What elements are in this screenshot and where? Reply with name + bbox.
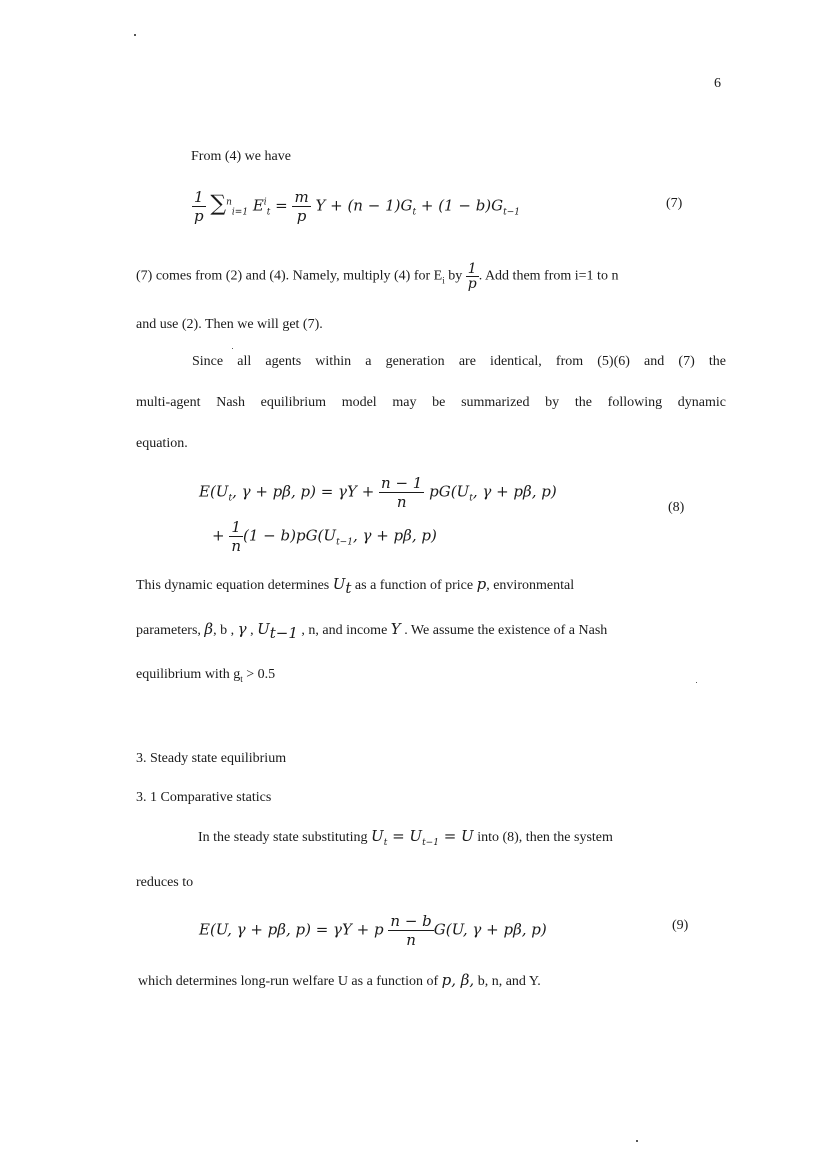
eq9-frac-num: n − b xyxy=(390,912,432,930)
para3-line-1 xyxy=(136,577,726,596)
para3-line2-b: , b , xyxy=(213,623,238,638)
para4-math-end: = U xyxy=(438,827,474,845)
para4-math-sub2: t−1 xyxy=(422,838,439,848)
eq7-sum-term-sub: t xyxy=(266,207,271,218)
para3-Ut1: U xyxy=(257,620,270,638)
explain-line-1 xyxy=(136,262,618,291)
equation-9-number: (9) xyxy=(672,918,689,933)
final-a: which determines long-run welfare U as a function of xyxy=(138,974,442,989)
eq7-rhs-rest: Y + (n − 1)G xyxy=(315,196,413,215)
eq9-rhs: G(U, γ + pβ, p) xyxy=(433,920,547,939)
para3-a: This dynamic equation determines xyxy=(136,578,333,593)
scan-speck xyxy=(134,34,136,36)
eq7-rhs-rest-sub: t xyxy=(412,207,417,218)
eq9-lhs: E(U, γ + pβ, p) = γY + p xyxy=(199,920,384,939)
para3-line3-b: > 0.5 xyxy=(242,667,276,682)
eq8-frac-num: n − 1 xyxy=(381,474,423,492)
equation-9 xyxy=(199,912,547,949)
eq8-line2-rest: (1 − b)pG(U xyxy=(243,526,337,545)
para4-a: In the steady state substituting xyxy=(198,830,372,845)
equation-8-line-1 xyxy=(199,474,557,511)
eq7-sum-term: E xyxy=(252,196,264,215)
equation-7-number: (7) xyxy=(666,196,683,211)
final-line xyxy=(138,973,541,989)
final-math: p, β, xyxy=(441,971,475,989)
eq8-lhs-rest: , γ + pβ, p) = γY + xyxy=(232,482,380,501)
para3-line2-d: , n, and income xyxy=(297,623,391,638)
eq8-lhs: E(U xyxy=(199,482,229,501)
eq7-rhs-tail-sub: t−1 xyxy=(503,207,521,218)
eq8-line2-frac-num: 1 xyxy=(229,518,243,537)
eq8-line2-pre: + xyxy=(212,526,230,545)
para2-line-2: multi-agent Nash equilibrium model may be summarized by the following dynamic xyxy=(136,395,726,410)
eq8-rhs-rest: , γ + pβ, p) xyxy=(472,482,557,501)
eq7-rhs-fraction xyxy=(292,188,310,225)
eq8-rhs-sub: t xyxy=(469,493,473,504)
eq7-sum-term-sup: i xyxy=(263,197,267,208)
para3-beta: β xyxy=(204,620,214,638)
explain-frac-den: p xyxy=(467,276,477,292)
eq7-lhs-num: 1 xyxy=(192,188,206,207)
eq8-lhs-sub: t xyxy=(228,493,233,504)
explain-line-1-sub: i xyxy=(442,275,445,286)
eq8-frac-den: n xyxy=(396,493,407,511)
section-heading: 3. Steady state equilibrium xyxy=(136,751,287,766)
para4-line-1 xyxy=(198,829,613,848)
eq8-line2-tail: , γ + pβ, p) xyxy=(352,526,437,545)
explain-fraction xyxy=(466,262,479,291)
eq7-lhs-fraction xyxy=(192,188,206,225)
para3-b: as a function of price xyxy=(351,578,477,593)
para3-p: p xyxy=(476,575,487,593)
eq7-rhs-tail: + (1 − b)G xyxy=(416,196,504,215)
explain-line-1-a: (7) comes from (2) and (4). Namely, multiply (4) for E xyxy=(136,268,443,284)
scan-speck xyxy=(232,348,233,349)
intro-line: From (4) we have xyxy=(191,149,291,164)
scan-speck xyxy=(636,1140,638,1142)
para3-Y: Y xyxy=(390,620,401,638)
equation-8-number: (8) xyxy=(668,500,685,515)
para3-line-2 xyxy=(136,622,607,641)
explain-frac-num: 1 xyxy=(466,262,479,277)
para3-U-sub: t xyxy=(345,578,352,597)
para3-line2-e: . We assume the existence of a Nash xyxy=(400,623,608,638)
eq8-line2-fraction xyxy=(229,518,243,555)
summation-symbol: ∑ xyxy=(210,191,227,217)
eq8-fraction xyxy=(379,474,424,511)
page-number: 6 xyxy=(714,76,721,91)
para3-gamma: γ xyxy=(237,620,247,638)
eq9-fraction xyxy=(388,912,433,949)
para2-line-1: Since all agents within a generation are identical, from (5)(6) and (7) the xyxy=(192,354,726,369)
para3-line-3 xyxy=(136,668,275,684)
explain-line-2: and use (2). Then we will get (7). xyxy=(136,317,323,332)
para3-line3-sub: t xyxy=(240,673,243,684)
equation-8-line-2 xyxy=(212,518,437,555)
para2-line-3: equation. xyxy=(136,436,188,451)
equation-7: $\frac{1}{p}$ ∑$^n_{i=1}$ $E^i_t$ = $\frac{m}{p}$ $Y + (n - 1)G_t + (1 - b)G_{t-1}$ xyxy=(194,188,521,225)
scan-speck xyxy=(696,682,697,683)
eq9-frac-den: n xyxy=(406,931,416,949)
subsection-heading: 3. 1 Comparative statics xyxy=(136,790,272,805)
explain-line-1-b: by xyxy=(444,268,463,284)
para3-line3: equilibrium with g xyxy=(136,667,241,682)
para4-math: U xyxy=(371,827,384,845)
eq7-rhs-den: p xyxy=(296,207,307,225)
eq7-sum-sub: i=1 xyxy=(231,207,249,218)
para3-line2-a: parameters, xyxy=(136,623,205,638)
para3-Ut1-sub: t−1 xyxy=(269,623,298,642)
eq7-rhs-num: m xyxy=(294,188,309,206)
eq7-sum-sup: n xyxy=(226,197,232,208)
para4-line-2: reduces to xyxy=(136,875,194,890)
para4-math-mid: = U xyxy=(387,827,423,845)
eq7-lhs-den: p xyxy=(194,207,204,225)
eq8-line2-sub: t−1 xyxy=(336,537,353,548)
final-b: b, n, and Y. xyxy=(474,974,541,989)
eq8-rhs: pG(U xyxy=(424,482,470,501)
explain-line-1-c: . Add them from i=1 to n xyxy=(478,268,619,284)
para3-line2-c: , xyxy=(246,623,258,638)
para4-math-sub: t xyxy=(383,838,388,848)
para3-c: , environmental xyxy=(486,578,575,593)
eq8-line2-frac-den: n xyxy=(231,537,242,555)
para4-b: into (8), then the system xyxy=(473,830,613,845)
para3-U: U xyxy=(332,575,346,593)
